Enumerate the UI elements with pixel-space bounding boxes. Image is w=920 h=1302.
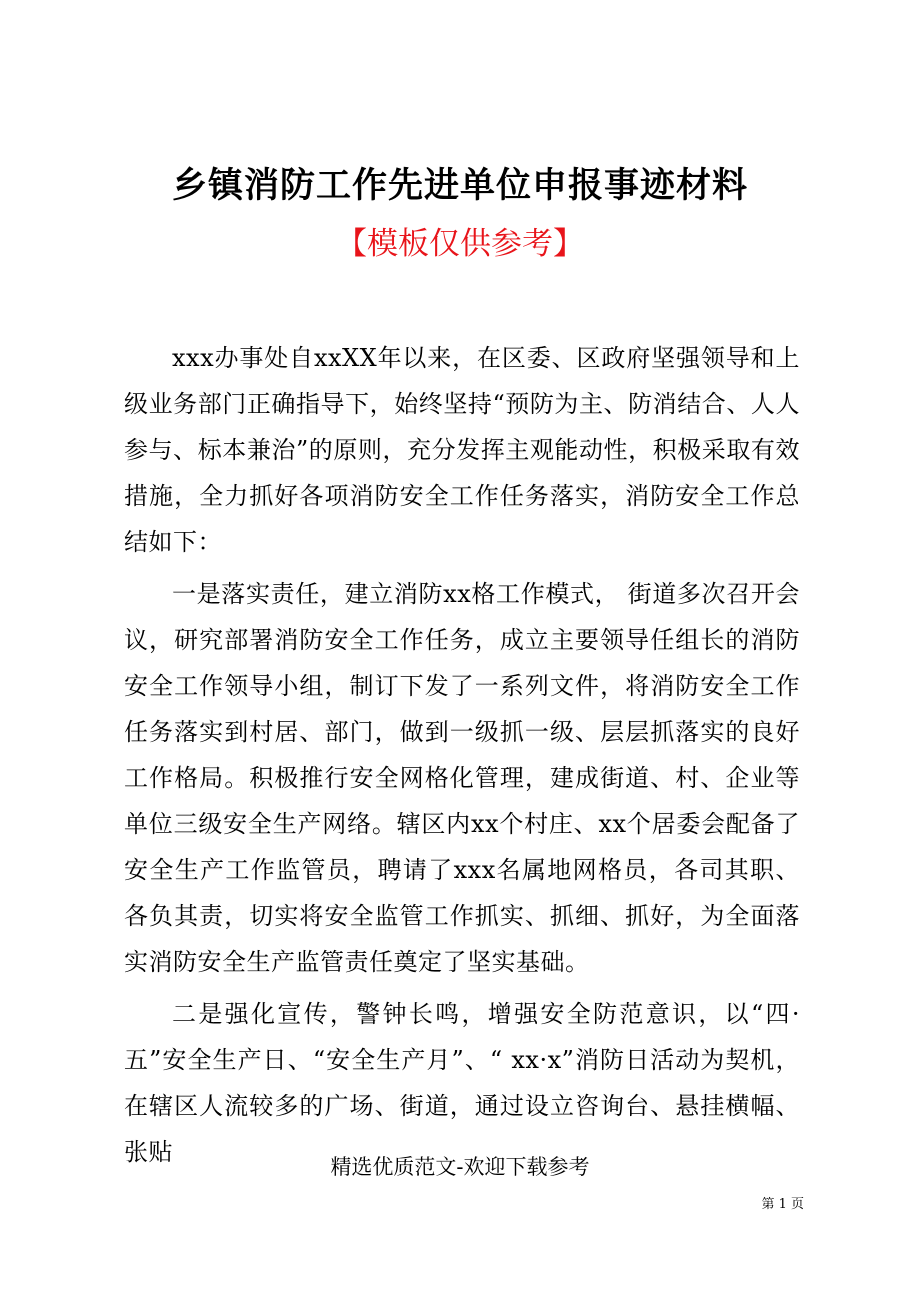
document-body — [124, 335, 800, 1181]
page-footer: 精选优质范文-欢迎下载参考 — [330, 1155, 590, 1179]
document-subtitle: 【模板仅供参考】 — [336, 226, 584, 262]
page-number: 第 1 页 — [761, 1197, 804, 1212]
paragraph-publicity: 二是强化宣传，警钟长鸣，增强安全防范意识，以“四·五”安全生产日、“安全生产月”、“ xx·x”消防日活动为契机，在辖区人流较多的广场、街道，通过设立咨询台、悬挂横幅、张贴 — [124, 1000, 800, 1166]
paragraph-intro: xxx办事处自xxXX年以来，在区委、区政府坚强领导和上级业务部门正确指导下，始终坚持“预防为主、防消结合、人人参与、标本兼治”的原则，充分发挥主观能动性，积极采取有效措施，全力抓好各项消防安全工作任务落实，消防安全工作总结如下： — [124, 344, 800, 556]
paragraph-responsibility: 一是落实责任，建立消防xx格工作模式， 街道多次召开会议，研究部署消防安全工作任务，成立主要领导任组长的消防安全工作领导小组，制订下发了一系列文件，将消防安全工作任务落实到村居、部门，做到一级抓一级、层层抓落实的良好工作格局。积极推行安全网格化管理，建成街道、村、企业等单位三级安全生产网络。辖区内xx个村庄、xx个居委会配备了安全生产工作监管员，聘请了xxx名属地网格员，各司其职、各负其责，切实将安全监管工作抓实、抓细、抓好，为全面落实消防安全生产监管责任奠定了坚实基础。 — [124, 580, 800, 976]
document-title: 乡镇消防工作先进单位申报事迹材料 — [171, 165, 748, 206]
